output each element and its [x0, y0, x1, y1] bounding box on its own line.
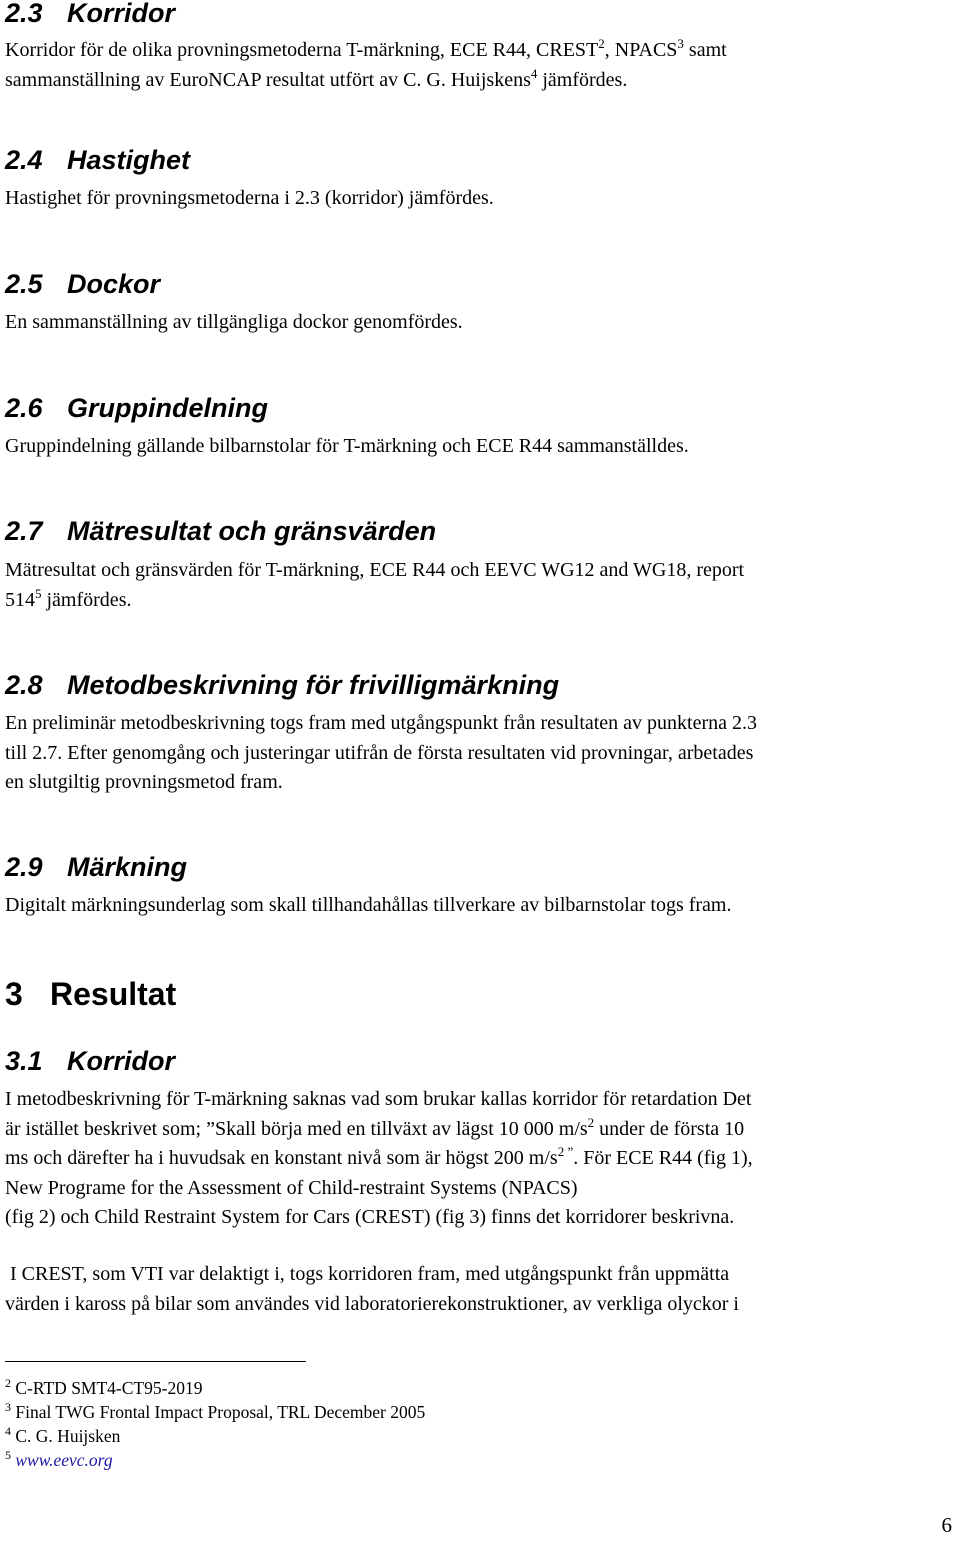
text-span: jämfördes.	[41, 588, 132, 611]
paragraph-line: Digitalt märkningsunderlag som skall tillhandahållas tillverkare av bilbarnstolar togs fram.	[5, 894, 732, 916]
text-span: jämfördes.	[537, 68, 628, 91]
paragraph-2-4	[5, 184, 494, 214]
paragraph-3-1-crest	[5, 1260, 739, 1319]
text-span: sammanställning av EuroNCAP resultat utfört av C. G. Huijskens	[5, 68, 531, 91]
footnote-mark: 5	[5, 1448, 11, 1462]
paragraph-line	[5, 1144, 753, 1174]
heading-2-8	[5, 669, 559, 701]
section-title: Korridor	[67, 1046, 175, 1076]
section-title: Hastighet	[67, 145, 191, 175]
footnote	[5, 1424, 705, 1448]
paragraph-2-6	[5, 432, 689, 462]
paragraph-line: I CREST, som VTI var delaktigt i, togs korridoren fram, med utgångspunkt från uppmätta	[5, 1263, 730, 1285]
footnote-ref: 2	[598, 36, 605, 51]
footnotes	[5, 1376, 705, 1472]
section-number: 2.5	[5, 269, 43, 299]
section-title: Gruppindelning	[67, 393, 268, 423]
section-title: Korridor	[67, 0, 175, 28]
paragraph-line: En preliminär metodbeskrivning togs fram med utgångspunkt från resultaten av punkterna 2.3	[5, 712, 758, 734]
paragraph-line: till 2.7. Efter genomgång och justeringar utifrån de första resultaten vid provningar, arbetades	[5, 741, 754, 764]
text-span: . För ECE R44 (fig 1),	[573, 1147, 753, 1169]
superscript: 2 ”	[557, 1144, 574, 1159]
heading-2-4	[5, 144, 190, 176]
footnote-mark: 3	[5, 1400, 11, 1414]
footnote-text: Final TWG Frontal Impact Proposal, TRL December 2005	[15, 1402, 426, 1422]
section-title: Dockor	[67, 269, 161, 299]
paragraph-2-8	[5, 709, 757, 798]
text-span: Korridor för de olika provningsmetoderna T-märkning, ECE R44, CREST	[5, 39, 599, 61]
paragraph-2-5	[5, 308, 463, 338]
paragraph-line: Gruppindelning gällande bilbarnstolar för T-märkning och ECE R44 sammanställdes.	[5, 435, 689, 457]
footnote-link[interactable]: www.eevc.org	[15, 1450, 113, 1470]
superscript: 2	[587, 1114, 595, 1130]
section-title: Märkning	[67, 852, 188, 882]
section-number: 2.3	[5, 0, 43, 28]
paragraph-line: värden i kaross på bilar som användes vid laboratorierekonstruktioner, av verkliga olyckor i	[5, 1292, 739, 1315]
text-span: samt	[683, 39, 727, 61]
paragraph-line	[5, 1115, 753, 1145]
text-span: är istället beskrivet som; ”Skall börja med en tillväxt av lägst 10 000 m/s	[5, 1117, 588, 1140]
paragraph-line: En sammanställning av tillgängliga dockor genomfördes.	[5, 311, 463, 333]
heading-2-9	[5, 851, 187, 883]
footnote-ref: 3	[677, 36, 684, 51]
footnote	[5, 1448, 705, 1472]
section-number: 2.6	[5, 393, 43, 423]
paragraph-line: en slutgiltig provningsmetod fram.	[5, 771, 283, 793]
paragraph-line: New Programe for the Assessment of Child-restraint Systems (NPACS)	[5, 1176, 578, 1199]
section-number: 2.7	[5, 516, 43, 546]
text-span: under de första 10	[594, 1117, 745, 1140]
footnote-text: C-RTD SMT4-CT95-2019	[15, 1378, 203, 1398]
heading-2-6	[5, 392, 268, 424]
paragraph-line: Hastighet för provningsmetoderna i 2.3 (korridor) jämfördes.	[5, 187, 494, 209]
footnote-mark: 4	[5, 1424, 11, 1438]
section-number: 3	[5, 976, 23, 1012]
paragraph-line	[5, 586, 744, 616]
footnote-ref: 4	[530, 65, 538, 81]
heading-2-3	[5, 0, 175, 29]
paragraph-2-3	[5, 36, 727, 95]
footnote	[5, 1376, 705, 1400]
heading-2-5	[5, 268, 160, 300]
heading-3-1	[5, 1045, 175, 1077]
text-span: 514	[5, 588, 35, 611]
paragraph-line: I metodbeskrivning för T-märkning saknas vad som brukar kallas korridor för retardation Det	[5, 1088, 752, 1110]
paragraph-2-9	[5, 891, 731, 921]
section-number: 2.8	[5, 670, 43, 700]
section-number: 3.1	[5, 1046, 43, 1076]
footnote	[5, 1400, 705, 1424]
footnote-separator	[5, 1361, 306, 1362]
footnote-ref: 5	[35, 585, 42, 601]
paragraph-line: Mätresultat och gränsvärden för T-märkning, ECE R44 och EEVC WG12 and WG18, report	[5, 559, 745, 581]
section-title: Mätresultat och gränsvärden	[67, 516, 437, 546]
section-number: 2.4	[5, 145, 43, 175]
footnote-text: C. G. Huijsken	[15, 1426, 121, 1446]
section-title: Metodbeskrivning för frivilligmärkning	[67, 670, 560, 700]
paragraph-line	[5, 36, 727, 66]
text-span: ms och därefter ha i huvudsak en konstant nivå som är högst 200 m/s	[5, 1147, 558, 1169]
paragraph-3-1	[5, 1085, 753, 1233]
heading-3	[5, 975, 176, 1013]
paragraph-line	[5, 66, 727, 96]
section-title: Resultat	[50, 976, 177, 1012]
paragraph-line: (fig 2) och Child Restraint System for Cars (CREST) (fig 3) finns det korridorer beskrivna.	[5, 1206, 735, 1228]
section-number: 2.9	[5, 852, 43, 882]
text-span: , NPACS	[604, 39, 678, 61]
page-number: 6	[941, 1513, 952, 1537]
paragraph-2-7	[5, 556, 744, 615]
footnote-mark: 2	[5, 1376, 11, 1390]
heading-2-7	[5, 515, 436, 547]
